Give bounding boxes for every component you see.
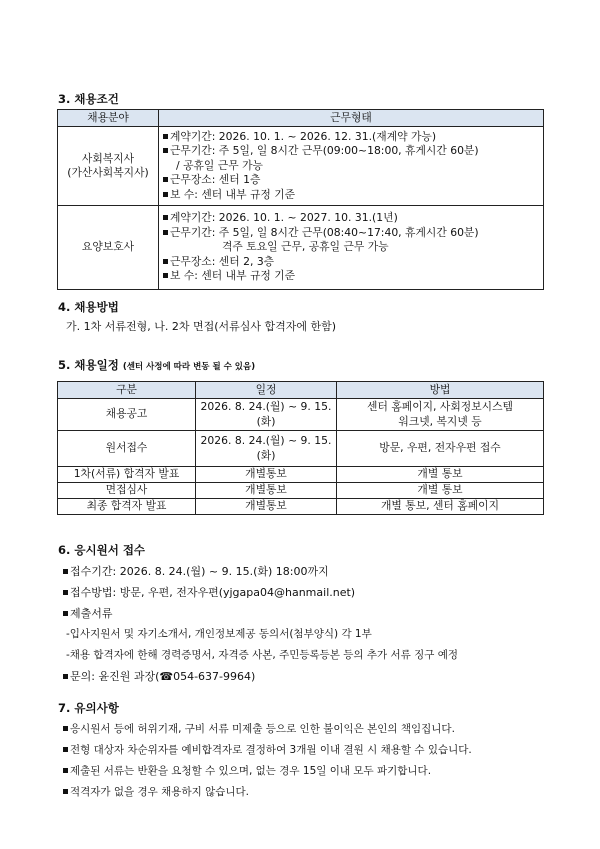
bullet-icon — [163, 192, 168, 197]
work-cell: 계약기간: 2026. 10. 1. ~ 2027. 10. 31.(1년) 근무기간: 주 5일, 일 8시간 근무(08:40~17:40, 휴게시간 60분) 격주 토요일 근무, 공휴일 근무 가능 근무장소: 센터 2, 3층 보 수: 센터 내부 규정 기준 — [159, 206, 544, 290]
table-row: 면접심사 개별통보 개별 통보 — [58, 483, 544, 499]
section-4-text: 가. 1차 서류전형, 나. 2차 면접(서류심사 합격자에 한함) — [66, 320, 337, 333]
col-header-type: 구분 — [58, 382, 196, 399]
section-4-title: 4. 채용방법 — [58, 300, 119, 314]
bullet-icon — [63, 611, 68, 616]
table-row: 최종 합격자 발표 개별통보 개별 통보, 센터 홈페이지 — [58, 499, 544, 515]
section-3-title: 3. 채용조건 — [58, 92, 119, 106]
list-item: 제출서류 — [62, 605, 113, 621]
field-cell: 요양보호사 — [58, 206, 159, 290]
table-row: 채용공고 2026. 8. 24.(월) ~ 9. 15.(화) 센터 홈페이지, 사회정보시스템 워크넷, 복지넷 등 — [58, 399, 544, 431]
list-item: 문의: 윤진원 과장(☎054-637-9964) — [62, 668, 255, 684]
work-cell: 계약기간: 2026. 10. 1. ~ 2026. 12. 31.(재계약 가능) 근무기간: 주 5일, 일 8시간 근무(09:00~18:00, 휴게시간 60분) / 공휴일 근무 가능 근무장소: 센터 1층 보 수: 센터 내부 규정 기준 — [159, 127, 544, 206]
section-7-title: 7. 유의사항 — [58, 701, 119, 715]
col-header-work: 근무형태 — [159, 110, 544, 127]
section-6-title: 6. 응시원서 접수 — [58, 543, 146, 557]
field-cell: 사회복지사 (가산사회복지사) — [58, 127, 159, 206]
bullet-icon — [163, 215, 168, 220]
col-header-date: 일정 — [196, 382, 337, 399]
section-5-title: 5. 채용일정 (센터 사정에 따라 변동 될 수 있음) — [58, 358, 256, 372]
list-item: -채용 합격자에 한해 경력증명서, 자격증 사본, 주민등록등본 등의 추가 서류 징구 예정 — [66, 649, 459, 661]
col-header-field: 채용분야 — [58, 110, 159, 127]
bullet-icon — [163, 177, 168, 182]
list-item: 제출된 서류는 반환을 요청할 수 있으며, 없는 경우 15일 이내 모두 파기합니다. — [62, 763, 431, 778]
table-row: 1차(서류) 합격자 발표 개별통보 개별 통보 — [58, 467, 544, 483]
list-item: -입사지원서 및 자기소개서, 개인정보제공 동의서(첨부양식) 각 1부 — [66, 628, 372, 640]
bullet-icon — [163, 230, 168, 235]
bullet-icon — [63, 674, 68, 679]
bullet-icon — [163, 259, 168, 264]
list-item: 응시원서 등에 허위기재, 구비 서류 미제출 등으로 인한 불이익은 본인의 책임집니다. — [62, 721, 455, 736]
bullet-icon — [163, 134, 168, 139]
section-5-note: (센터 사정에 따라 변동 될 수 있음) — [122, 362, 256, 372]
list-item: 적격자가 없을 경우 채용하지 않습니다. — [62, 784, 249, 799]
bullet-icon — [63, 789, 68, 794]
bullet-icon — [63, 569, 68, 574]
table-row — [58, 127, 544, 206]
bullet-icon — [63, 747, 68, 752]
table-row: 원서접수 2026. 8. 24.(월) ~ 9. 15.(화) 방문, 우편, 전자우편 접수 — [58, 431, 544, 467]
table-row — [58, 206, 544, 290]
list-item: 전형 대상자 차순위자를 예비합격자로 결정하여 3개월 이내 결원 시 채용할 수 있습니다. — [62, 742, 472, 757]
bullet-icon — [163, 273, 168, 278]
bullet-icon — [63, 768, 68, 773]
bullet-icon — [63, 590, 68, 595]
bullet-icon — [163, 148, 168, 153]
bullet-icon — [63, 726, 68, 731]
col-header-method: 방법 — [337, 382, 544, 399]
list-item: 접수방법: 방문, 우편, 전자우편(yjgapa04@hanmail.net) — [62, 584, 355, 600]
schedule-table — [57, 381, 544, 515]
conditions-table — [57, 109, 544, 290]
list-item: 접수기간: 2026. 8. 24.(월) ~ 9. 15.(화) 18:00까지 — [62, 563, 329, 579]
